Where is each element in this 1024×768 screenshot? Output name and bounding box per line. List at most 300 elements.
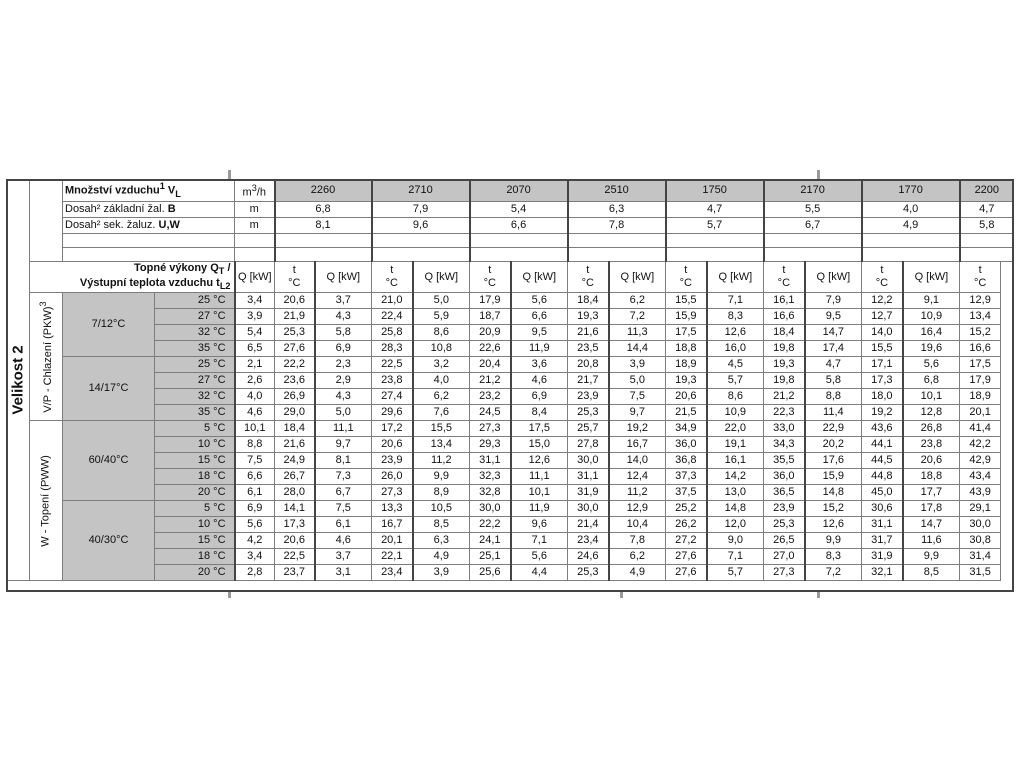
t-value: 31,4: [960, 549, 1001, 565]
q-value: 11,3: [609, 325, 666, 341]
t-value: 15,2: [960, 325, 1001, 341]
table-row: [7, 309, 1014, 325]
range-uw-value: 5,8: [960, 217, 1014, 233]
q-value: 5,6: [511, 293, 568, 309]
t-value: 31,7: [862, 533, 903, 549]
group-label: 60/40°C: [63, 421, 155, 501]
q-value: 3,7: [315, 549, 372, 565]
t-value: 35,5: [764, 453, 805, 469]
t-value: 15,9: [666, 309, 707, 325]
t-value: 42,2: [960, 437, 1001, 453]
t-value: 31,9: [862, 549, 903, 565]
airflow-value: 2510: [568, 180, 666, 202]
q-value: 7,5: [609, 389, 666, 405]
t-value: 27,0: [764, 549, 805, 565]
range-b-row: [7, 201, 1014, 217]
q-value: 2,8: [235, 565, 275, 581]
q-value: 3,9: [413, 565, 470, 581]
q-value: 7,1: [511, 533, 568, 549]
t-value: 29,3: [470, 437, 511, 453]
t-value: 26,9: [275, 389, 315, 405]
inlet-temp: 32 °C: [155, 389, 235, 405]
t-value: 22,1: [372, 549, 413, 565]
q-value: 5,8: [315, 325, 372, 341]
t-value: 17,5: [666, 325, 707, 341]
guide-line: [817, 592, 820, 598]
inlet-temp: 25 °C: [155, 293, 235, 309]
t-value: 22,5: [275, 549, 315, 565]
q-value: 8,4: [511, 405, 568, 421]
t-header: t °C: [372, 261, 413, 292]
t-value: 30,0: [960, 517, 1001, 533]
t-value: 21,6: [275, 437, 315, 453]
q-value: 6,2: [609, 293, 666, 309]
range-uw-row: [7, 217, 1014, 233]
q-value: 7,1: [707, 549, 764, 565]
t-value: 18,8: [666, 341, 707, 357]
q-value: 5,6: [903, 357, 960, 373]
table-row: [7, 389, 1014, 405]
t-value: 27,3: [764, 565, 805, 581]
q-value: 12,6: [707, 325, 764, 341]
q-value: 5,9: [413, 309, 470, 325]
range-b-value: 7,9: [372, 201, 470, 217]
t-value: 12,9: [960, 293, 1001, 309]
q-value: 23,8: [903, 437, 960, 453]
t-value: 13,3: [372, 501, 413, 517]
t-value: 24,1: [470, 533, 511, 549]
t-value: 23,5: [568, 341, 609, 357]
q-value: 19,2: [609, 421, 666, 437]
t-value: 18,4: [764, 325, 805, 341]
t-value: 21,2: [764, 389, 805, 405]
t-header: t °C: [862, 261, 903, 292]
q-value: 22,9: [805, 421, 862, 437]
size-label-cell: [7, 180, 30, 581]
q-value: 14,2: [707, 469, 764, 485]
q-value: 11,9: [511, 341, 568, 357]
t-value: 26,0: [372, 469, 413, 485]
q-value: 17,4: [805, 341, 862, 357]
q-value: 12,6: [511, 453, 568, 469]
range-b-value: 6,8: [275, 201, 372, 217]
q-value: 11,9: [511, 501, 568, 517]
t-value: 19,8: [764, 373, 805, 389]
range-b-unit: m: [235, 201, 275, 217]
q-value: 9,1: [903, 293, 960, 309]
t-value: 27,3: [372, 485, 413, 501]
q-value: 14,0: [609, 453, 666, 469]
blank-corner: [30, 180, 63, 262]
q-header: Q [kW]: [903, 261, 960, 292]
q-value: 9,9: [903, 549, 960, 565]
cooling-mode-label: V/P - Chlazení (PKW)$^3$: [38, 301, 54, 413]
q-header: Q [kW]: [315, 261, 372, 292]
table-row: [7, 357, 1014, 373]
q-value: 7,2: [805, 565, 862, 581]
table-row: [7, 341, 1014, 357]
inlet-temp: 10 °C: [155, 437, 235, 453]
t-value: 17,3: [275, 517, 315, 533]
range-uw-value: 4,9: [862, 217, 960, 233]
q-value: 4,4: [511, 565, 568, 581]
t-value: 27,8: [568, 437, 609, 453]
q-value: 3,2: [413, 357, 470, 373]
t-value: 19,2: [862, 405, 903, 421]
inlet-temp: 35 °C: [155, 405, 235, 421]
q-value: 10,5: [413, 501, 470, 517]
q-value: 20,2: [805, 437, 862, 453]
q-value: 22,0: [707, 421, 764, 437]
t-value: 17,2: [372, 421, 413, 437]
q-value: 3,7: [315, 293, 372, 309]
q-header: Q [kW]: [609, 261, 666, 292]
t-value: 42,9: [960, 453, 1001, 469]
t-value: 30,0: [470, 501, 511, 517]
t-value: 34,3: [764, 437, 805, 453]
q-value: 5,8: [805, 373, 862, 389]
q-value: 6,9: [235, 501, 275, 517]
q-value: 15,2: [805, 501, 862, 517]
range-b-label: Dosah² základní žal. B: [63, 201, 235, 217]
t-value: 14,0: [862, 325, 903, 341]
t-value: 23,7: [275, 565, 315, 581]
airflow-value: 2710: [372, 180, 470, 202]
t-value: 36,5: [764, 485, 805, 501]
q-value: 5,0: [413, 293, 470, 309]
q-value: 17,6: [805, 453, 862, 469]
range-uw-value: 9,6: [372, 217, 470, 233]
inlet-temp: 32 °C: [155, 325, 235, 341]
q-value: 14,7: [805, 325, 862, 341]
t-value: 25,1: [470, 549, 511, 565]
guide-line: [817, 170, 820, 179]
inlet-temp: 10 °C: [155, 517, 235, 533]
cooling-mode-cell: [30, 293, 63, 421]
t-value: 18,9: [960, 389, 1001, 405]
q-value: 9,5: [805, 309, 862, 325]
t-value: 25,7: [568, 421, 609, 437]
t-value: 30,8: [960, 533, 1001, 549]
output-label: Topné výkony $Q_T$ / Výstupní teplota vzduchu $t_{L2}$: [30, 261, 235, 292]
q-value: 26,8: [903, 421, 960, 437]
q-value: 4,3: [315, 389, 372, 405]
q-value: 5,0: [609, 373, 666, 389]
t-value: 20,6: [372, 437, 413, 453]
t-value: 37,5: [666, 485, 707, 501]
t-value: 18,4: [275, 421, 315, 437]
t-value: 31,5: [960, 565, 1001, 581]
t-value: 25,3: [764, 517, 805, 533]
t-value: 23,8: [372, 373, 413, 389]
q-value: 2,1: [235, 357, 275, 373]
t-value: 20,4: [470, 357, 511, 373]
range-uw-unit: m: [235, 217, 275, 233]
table-row: [7, 437, 1014, 453]
t-value: 27,3: [470, 421, 511, 437]
q-value: 5,0: [315, 405, 372, 421]
q-value: 12,4: [609, 469, 666, 485]
q-header: Q [kW]: [805, 261, 862, 292]
q-value: 4,5: [707, 357, 764, 373]
t-value: 44,5: [862, 453, 903, 469]
airflow-value: 2070: [470, 180, 568, 202]
heating-mode-cell: [30, 421, 63, 581]
q-value: 6,5: [235, 341, 275, 357]
t-value: 22,2: [275, 357, 315, 373]
q-value: 11,2: [413, 453, 470, 469]
q-value: 5,6: [235, 517, 275, 533]
inlet-temp: 20 °C: [155, 485, 235, 501]
t-value: 18,7: [470, 309, 511, 325]
table-row: [7, 565, 1014, 581]
t-value: 25,3: [568, 405, 609, 421]
t-value: 23,4: [568, 533, 609, 549]
table-row: [7, 325, 1014, 341]
q-value: 8,3: [805, 549, 862, 565]
t-value: 30,6: [862, 501, 903, 517]
t-value: 23,2: [470, 389, 511, 405]
q-value: 7,2: [609, 309, 666, 325]
q-value: 4,7: [805, 357, 862, 373]
q-header: Q [kW]: [235, 261, 275, 292]
q-header: Q [kW]: [707, 261, 764, 292]
q-value: 9,6: [511, 517, 568, 533]
q-value: 14,7: [903, 517, 960, 533]
t-value: 12,7: [862, 309, 903, 325]
t-value: 32,3: [470, 469, 511, 485]
q-value: 7,8: [609, 533, 666, 549]
t-value: 25,6: [470, 565, 511, 581]
q-value: 9,9: [413, 469, 470, 485]
t-value: 31,1: [568, 469, 609, 485]
t-value: 21,9: [275, 309, 315, 325]
t-value: 24,5: [470, 405, 511, 421]
q-value: 8,8: [805, 389, 862, 405]
t-value: 21,0: [372, 293, 413, 309]
q-value: 4,0: [235, 389, 275, 405]
inlet-temp: 27 °C: [155, 373, 235, 389]
t-value: 19,8: [764, 341, 805, 357]
t-value: 14,1: [275, 501, 315, 517]
q-value: 11,6: [903, 533, 960, 549]
q-value: 8,3: [707, 309, 764, 325]
t-value: 26,5: [764, 533, 805, 549]
t-value: 43,6: [862, 421, 903, 437]
q-value: 3,6: [511, 357, 568, 373]
t-value: 13,4: [960, 309, 1001, 325]
q-value: 6,3: [413, 533, 470, 549]
t-value: 24,6: [568, 549, 609, 565]
t-value: 43,4: [960, 469, 1001, 485]
t-value: 12,2: [862, 293, 903, 309]
t-value: 17,1: [862, 357, 903, 373]
t-value: 23,4: [372, 565, 413, 581]
t-value: 22,2: [470, 517, 511, 533]
guide-line: [228, 170, 231, 179]
q-value: 7,1: [707, 293, 764, 309]
q-value: 3,9: [609, 357, 666, 373]
q-value: 5,4: [235, 325, 275, 341]
q-value: 6,1: [235, 485, 275, 501]
q-value: 13,0: [707, 485, 764, 501]
guide-line: [228, 592, 231, 598]
table-row: [7, 517, 1014, 533]
t-value: 27,2: [666, 533, 707, 549]
q-value: 17,5: [511, 421, 568, 437]
q-value: 10,1: [235, 421, 275, 437]
q-value: 7,5: [235, 453, 275, 469]
q-value: 9,5: [511, 325, 568, 341]
q-value: 11,4: [805, 405, 862, 421]
t-value: 21,7: [568, 373, 609, 389]
inlet-temp: 18 °C: [155, 549, 235, 565]
t-value: 31,9: [568, 485, 609, 501]
q-value: 6,2: [609, 549, 666, 565]
q-header: Q [kW]: [511, 261, 568, 292]
table-row: [7, 373, 1014, 389]
t-value: 20,1: [960, 405, 1001, 421]
t-value: 41,4: [960, 421, 1001, 437]
q-value: 4,2: [235, 533, 275, 549]
q-value: 14,8: [805, 485, 862, 501]
q-value: 2,3: [315, 357, 372, 373]
q-value: 14,8: [707, 501, 764, 517]
inlet-temp: 18 °C: [155, 469, 235, 485]
t-value: 20,1: [372, 533, 413, 549]
q-value: 15,5: [413, 421, 470, 437]
t-value: 22,3: [764, 405, 805, 421]
t-value: 27,6: [666, 565, 707, 581]
q-value: 2,9: [315, 373, 372, 389]
t-value: 19,3: [764, 357, 805, 373]
range-b-value: 4,0: [862, 201, 960, 217]
table-row: [7, 453, 1014, 469]
t-value: 26,7: [275, 469, 315, 485]
q-value: 14,4: [609, 341, 666, 357]
range-uw-value: 8,1: [275, 217, 372, 233]
output-header-row: [7, 261, 1014, 292]
q-value: 6,7: [315, 485, 372, 501]
airflow-unit: $m^3/h$: [235, 180, 275, 202]
q-value: 6,1: [315, 517, 372, 533]
q-value: 2,6: [235, 373, 275, 389]
t-value: 20,6: [275, 533, 315, 549]
inlet-temp: 27 °C: [155, 309, 235, 325]
q-value: 7,6: [413, 405, 470, 421]
t-value: 25,2: [666, 501, 707, 517]
t-value: 21,5: [666, 405, 707, 421]
t-value: 15,5: [862, 341, 903, 357]
t-value: 17,5: [960, 357, 1001, 373]
t-value: 19,3: [568, 309, 609, 325]
t-value: 28,0: [275, 485, 315, 501]
group-label: 7/12°C: [63, 293, 155, 357]
t-value: 33,0: [764, 421, 805, 437]
q-value: 4,6: [511, 373, 568, 389]
q-value: 19,1: [707, 437, 764, 453]
range-b-value: 4,7: [960, 201, 1014, 217]
t-value: 17,9: [470, 293, 511, 309]
q-value: 6,8: [903, 373, 960, 389]
table-row: [7, 293, 1014, 309]
q-value: 4,0: [413, 373, 470, 389]
q-value: 3,4: [235, 549, 275, 565]
heating-mode-label: W - Topení (PWW): [39, 454, 52, 547]
q-value: 12,6: [805, 517, 862, 533]
t-value: 29,6: [372, 405, 413, 421]
q-value: 11,1: [511, 469, 568, 485]
q-value: 10,1: [511, 485, 568, 501]
t-value: 29,1: [960, 501, 1001, 517]
t-value: 43,9: [960, 485, 1001, 501]
airflow-value: 1750: [666, 180, 764, 202]
inlet-temp: 25 °C: [155, 357, 235, 373]
q-value: 5,6: [511, 549, 568, 565]
t-value: 31,1: [862, 517, 903, 533]
range-b-value: 6,3: [568, 201, 666, 217]
t-value: 16,1: [764, 293, 805, 309]
table-row: [7, 421, 1014, 437]
q-value: 3,4: [235, 293, 275, 309]
q-value: 8,8: [235, 437, 275, 453]
range-uw-label: Dosah² sek. žaluz. U,W: [63, 217, 235, 233]
t-value: 31,1: [470, 453, 511, 469]
q-value: 11,1: [315, 421, 372, 437]
t-value: 20,6: [275, 293, 315, 309]
t-value: 22,5: [372, 357, 413, 373]
q-value: 10,8: [413, 341, 470, 357]
group-label: 40/30°C: [63, 501, 155, 581]
q-value: 15,9: [805, 469, 862, 485]
t-value: 25,3: [568, 565, 609, 581]
t-header: t °C: [666, 261, 707, 292]
t-value: 24,9: [275, 453, 315, 469]
airflow-value: 2200: [960, 180, 1014, 202]
airflow-value: 1770: [862, 180, 960, 202]
t-value: 30,0: [568, 453, 609, 469]
table-row: [7, 533, 1014, 549]
q-value: 20,6: [903, 453, 960, 469]
t-value: 30,0: [568, 501, 609, 517]
t-value: 37,3: [666, 469, 707, 485]
t-value: 22,4: [372, 309, 413, 325]
table-row: [7, 501, 1014, 517]
airflow-row: [7, 180, 1014, 202]
q-value: 18,8: [903, 469, 960, 485]
t-value: 45,0: [862, 485, 903, 501]
t-value: 20,6: [666, 389, 707, 405]
table-row: [7, 485, 1014, 501]
q-value: 4,6: [235, 405, 275, 421]
t-value: 36,0: [666, 437, 707, 453]
range-uw-value: 6,7: [764, 217, 862, 233]
t-value: 15,5: [666, 293, 707, 309]
t-value: 18,0: [862, 389, 903, 405]
q-value: 8,5: [413, 517, 470, 533]
t-value: 28,3: [372, 341, 413, 357]
table-row: [7, 469, 1014, 485]
t-value: 25,3: [275, 325, 315, 341]
t-value: 32,1: [862, 565, 903, 581]
q-value: 6,9: [511, 389, 568, 405]
t-value: 44,8: [862, 469, 903, 485]
q-value: 8,5: [903, 565, 960, 581]
inlet-temp: 5 °C: [155, 501, 235, 517]
t-value: 17,3: [862, 373, 903, 389]
t-value: 23,9: [372, 453, 413, 469]
q-value: 6,2: [413, 389, 470, 405]
